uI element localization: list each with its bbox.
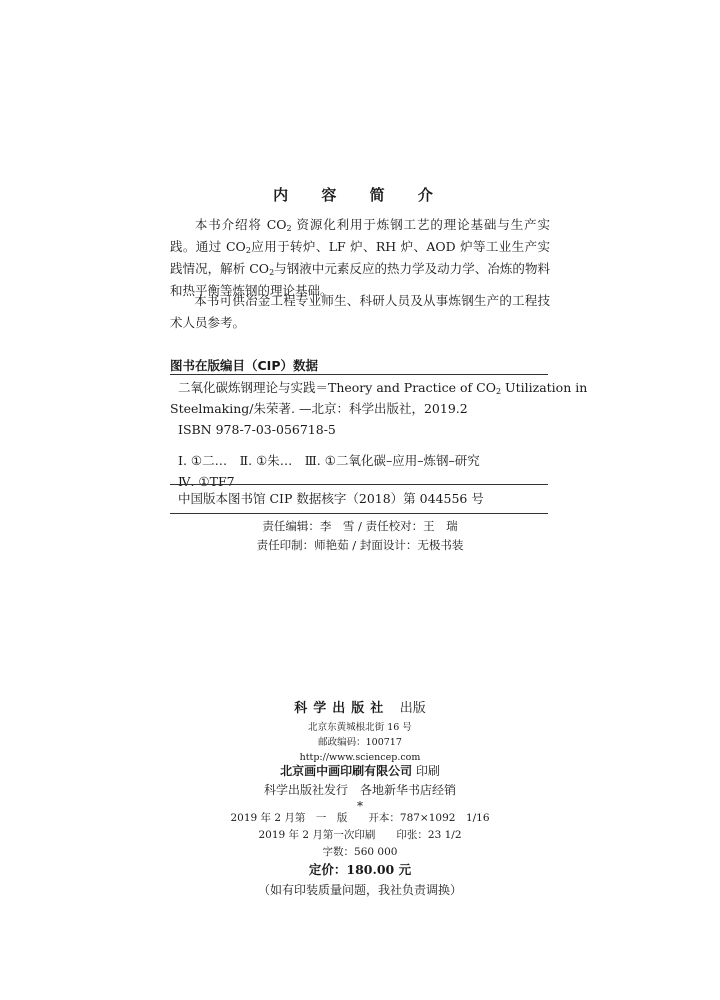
summary-text: 应用于转炉、LF 炉、RH 炉、AOD 炉等工业生产实践情况，解析 CO — [170, 239, 550, 276]
printing: 2019 年 2 月第一次印刷 印张：23 1/2 — [258, 829, 462, 841]
cip-text: 二氧化碳炼钢理论与实践＝Theory and Practice of CO — [178, 380, 496, 395]
publisher-line — [0, 697, 720, 716]
cip-classification: Ⅰ. ①二… Ⅱ. ①朱… Ⅲ. ①二氧化碳–应用–炼钢–研究 — [178, 453, 480, 468]
word-count: 字数：560 000 — [322, 846, 398, 858]
website: http://www.sciencep.com — [299, 752, 421, 763]
publisher-details — [0, 720, 720, 765]
cip-heading: 图书在版编目（CIP）数据 — [170, 358, 318, 373]
print-details — [0, 762, 720, 812]
summary-text: 本书可供冶金工程专业师生、科研人员及从事炼钢生产的工程技术人员参考。 — [170, 293, 550, 330]
edition-details — [0, 810, 720, 861]
summary-text: 本书介绍将 CO — [194, 217, 287, 232]
subscript: 2 — [495, 387, 502, 396]
printed-label: 印刷 — [415, 764, 440, 778]
cip-isbn: ISBN 978-7-03-056718-5 — [178, 422, 336, 437]
cip-title-line — [178, 377, 588, 398]
address: 北京东黄城根北街 16 号 — [308, 722, 412, 733]
publisher-name: 科学出版社 — [294, 701, 390, 716]
summary-paragraph-2 — [170, 290, 550, 334]
quality-note: （如有印装质量问题，我社负责调换） — [257, 883, 462, 897]
divider — [170, 513, 548, 514]
cip-record — [170, 377, 588, 492]
price: 定价：180.00 元 — [308, 862, 412, 877]
edition: 2019 年 2 月第 一 版 开本：787×1092 1/16 — [230, 812, 490, 824]
credits — [0, 517, 720, 555]
cip-number: 中国版本图书馆 CIP 数据核字（2018）第 044556 号 — [178, 491, 484, 506]
subscript: 2 — [269, 268, 275, 277]
credits-editor: 责任编辑：李 雪 / 责任校对：王 瑞 — [262, 519, 458, 533]
subscript: 2 — [245, 246, 251, 255]
cip-author-line: Steelmaking/朱荣著. —北京：科学出版社，2019.2 — [170, 401, 468, 416]
printer-name: 北京画中画印刷有限公司 — [280, 764, 413, 778]
subscript: 2 — [286, 224, 292, 233]
summary-text: 资源化利用于炼钢工艺的理论基础与生产实践。通过 CO — [170, 217, 550, 254]
separator-star: * — [357, 799, 363, 813]
divider — [170, 374, 548, 375]
distribution: 科学出版社发行 各地新华书店经销 — [263, 783, 456, 797]
summary-title: 内 容 简 介 — [273, 186, 447, 204]
published-label: 出版 — [399, 701, 426, 716]
credits-production: 责任印制：师艳茹 / 封面设计：无极书装 — [256, 538, 464, 552]
divider — [170, 484, 548, 485]
summary-text: 与钢液中元素反应的热力学及动力学、冶炼的物料和热平衡等炼钢的理论基础。 — [170, 261, 550, 298]
summary-paragraph-1 — [170, 214, 550, 302]
postcode: 邮政编码：100717 — [318, 737, 402, 748]
printer-line — [0, 762, 720, 781]
cip-text: Utilization in — [501, 380, 588, 395]
cip-classification-2: Ⅳ. ①TF7 — [178, 474, 235, 489]
